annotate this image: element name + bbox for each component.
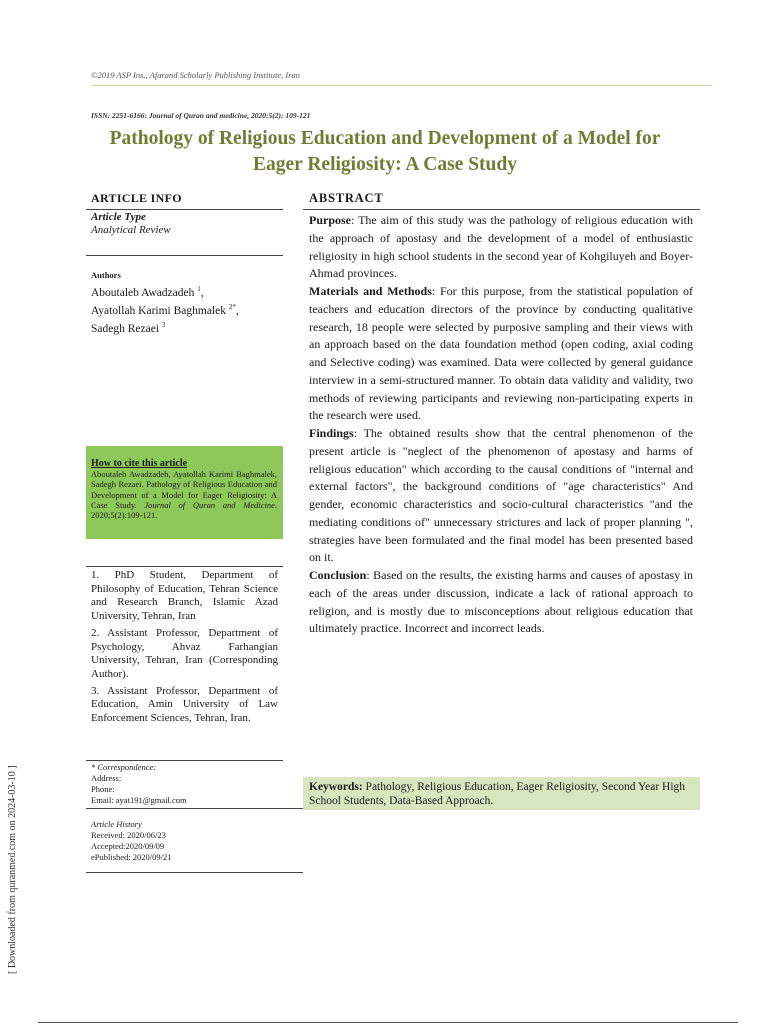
download-watermark: [ Downloaded from quranmed.com on 2024-03-10 ] xyxy=(7,765,18,974)
article-history xyxy=(91,819,172,863)
abstract-heading: ABSTRACT xyxy=(309,191,384,205)
author-item: Sadegh Rezaei $^3$ xyxy=(91,320,166,335)
correspondence-rule xyxy=(86,760,283,761)
abstract-methods: Materials and Methods: For this purpose, from the statistical population of teachers and education directors of the province by conducting qualitative research, 18 people were selected by purposive sampling and their views with an approach based on the data foundation method (open coding, axial coding and Selective coding) was examined. Data were collected by general guidance interview in a semi-structured manner. To obtain data validity and validity, two methods of reviewing participants and reviewing non-participating experts in the research were used. xyxy=(309,284,694,423)
keywords: Keywords: Pathology, Religious Education, Eager Religiosity, Second Year High School Students, Data-Based Approach. xyxy=(309,781,686,807)
correspondence-phone: Phone: xyxy=(91,784,115,794)
history-published: ePublished: 2020/09/21 xyxy=(91,852,172,862)
affiliations xyxy=(91,569,278,729)
title-line-2: Eager Religiosity: A Case Study xyxy=(253,154,517,175)
affiliation-item: 1. PhD Student, Department of Philosophy of Education, Tehran Science and Research Branch, Islamic Azad University, Tehran, Iran xyxy=(91,569,278,623)
history-received: Received: 2020/06/23 xyxy=(91,830,166,840)
abstract-conclusion: Conclusion: Based on the results, the existing harms and causes of apostasy in each of the areas under discussion, indicate a lack of rational approach to religion, and is mostly due to misconceptions about religious education that ultimately practice. Incorrect and incorrect leads. xyxy=(309,568,693,636)
footer-rule xyxy=(38,1022,738,1023)
abstract-body xyxy=(309,212,693,638)
correspondence-address: Address: xyxy=(91,773,122,783)
abstract-purpose: Purpose: The aim of this study was the pathology of religious education with the approach of apostasy and the development of a model of enthusiastic religiosity in high school students in the second year of Kohgiluyeh and Boyer-Ahmad provinces. xyxy=(309,213,693,281)
paper-title xyxy=(80,126,690,178)
author-item: Aboutaleb Awadzadeh $^1$, xyxy=(91,285,204,299)
article-type-value: Analytical Review xyxy=(91,224,171,236)
authors-list xyxy=(91,282,239,335)
article-info-heading: ARTICLE INFO xyxy=(91,191,182,205)
issn-line: ISSN: 2251-6166: Journal of Quran and medicine, 2020:5(2): 109-121 xyxy=(91,111,311,120)
history-label: Article History xyxy=(91,819,142,829)
header-rule xyxy=(91,85,711,86)
article-type-label: Article Type xyxy=(91,211,146,223)
correspondence-label: * Correspondence: xyxy=(91,762,157,772)
history-end-rule xyxy=(86,872,303,873)
affiliation-item: 2. Assistant Professor, Department of Psychology, Ahvaz Farhangian University, Tehran, Iran (Corresponding Author). xyxy=(91,626,278,680)
copyright-line: ©2019 ASP Ins., Afarand Scholarly Publishing Institute, Iran xyxy=(91,70,301,80)
abstract-rule xyxy=(303,209,700,210)
abstract-findings: Findings: The obtained results show that the central phenomenon of the present article is "neglect of the phenomenon of apostasy and harms of religious education" which according to the causal conditions of "internal and external factors", the background conditions of "age characteristics" And gender, economic characteristics and socio-cultural characteristics "and the mediating conditions of" unnecessary strictures and lack of proper planning ", strategies have been formulated and the final model has been presented based on it. xyxy=(309,426,693,565)
cite-heading: How to cite this article xyxy=(91,458,188,469)
title-line-1: Pathology of Religious Education and Development of a Model for xyxy=(109,128,661,149)
correspondence xyxy=(91,762,187,806)
article-info-rule xyxy=(86,209,283,210)
correspondence-email: Email: ayat191@gmail.com xyxy=(91,795,187,805)
history-rule xyxy=(86,808,303,809)
cite-text: Aboutaleb Awadzadeh, Ayatollah Karimi Baghmalek, Sadegh Rezaei. Pathology of Religious Education and Development of a Model for Eager Religiosity: A Case Study. Journal of Quran and Medicine. 2020;5(2):109-121. xyxy=(91,469,277,521)
article-type-rule xyxy=(86,255,283,256)
affiliations-rule xyxy=(86,566,283,567)
authors-label: Authors xyxy=(91,270,121,280)
affiliation-item: 3. Assistant Professor, Department of Education, Amin University of Law Enforcement Sciences, Tehran, Iran. xyxy=(91,684,278,725)
history-accepted: Accepted:2020/09/09 xyxy=(91,841,165,851)
author-item: Ayatollah Karimi Baghmalek $^{2*}$, xyxy=(91,302,239,317)
